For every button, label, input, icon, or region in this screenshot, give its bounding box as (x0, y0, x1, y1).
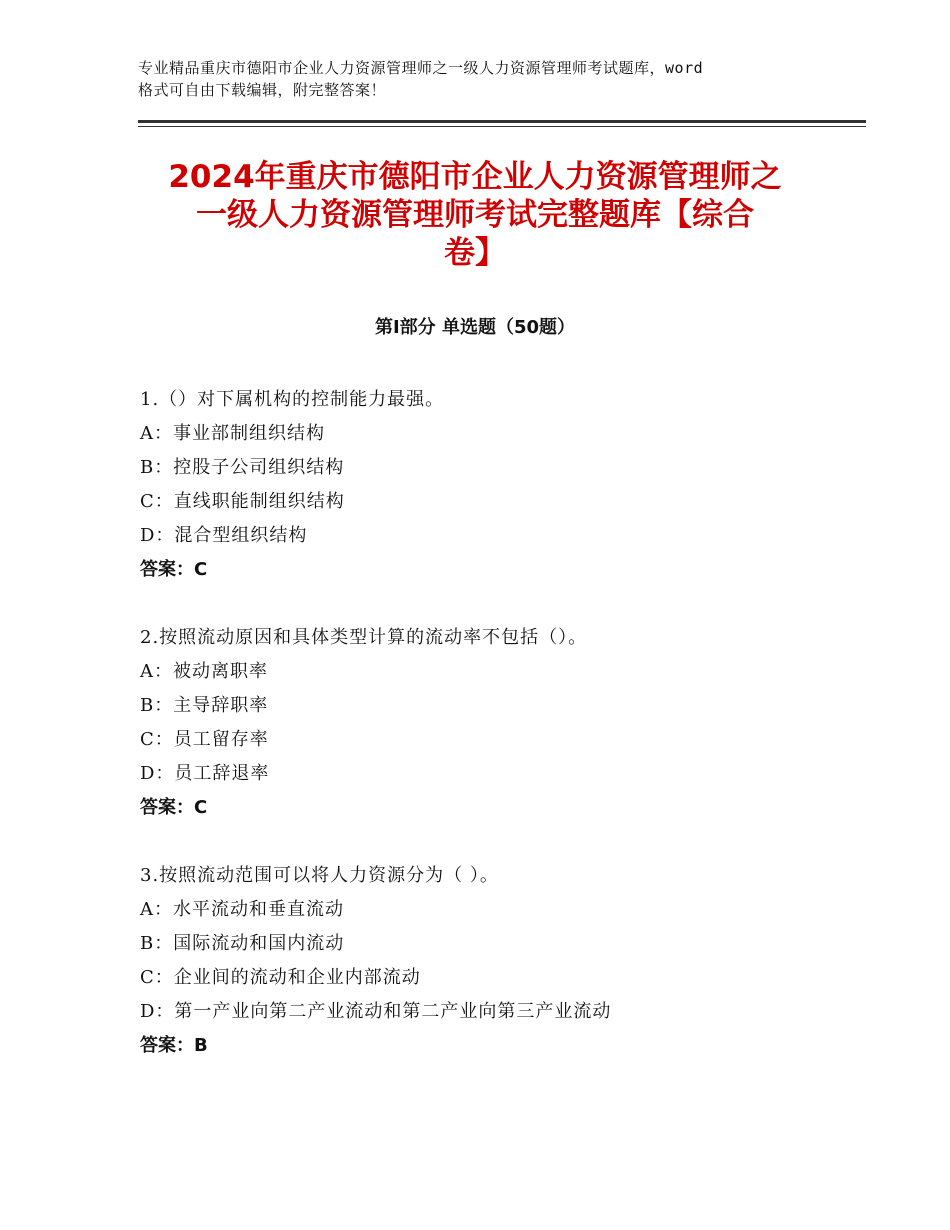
header-note-line-2: 格式可自由下载编辑，附完整答案！ (138, 81, 387, 99)
question-3-option-a: A：水平流动和垂直流动 (140, 899, 344, 920)
question-2-option-d: D：员工辞退率 (140, 763, 270, 784)
question-1-answer: 答案：C (140, 559, 208, 580)
question-2-answer: 答案：C (140, 797, 208, 818)
document-title (120, 158, 830, 272)
question-3-option-c: C：企业间的流动和企业内部流动 (140, 967, 421, 988)
document-title-line-3: 卷】 (444, 235, 506, 271)
question-1-option-b: B：控股子公司组织结构 (140, 457, 345, 478)
question-1-stem: 1.（）对下属机构的控制能力最强。 (140, 389, 445, 410)
question-2-option-a: A：被动离职率 (140, 661, 268, 682)
question-2-option-c: C：员工留存率 (140, 729, 269, 750)
document-title-line-2: 一级人力资源管理师考试完整题库【综合 (196, 197, 754, 233)
header-note (138, 57, 838, 101)
question-1-option-d: D：混合型组织结构 (140, 525, 308, 546)
question-1-option-a: A：事业部制组织结构 (140, 423, 325, 444)
question-3-option-b: B：国际流动和国内流动 (140, 933, 345, 954)
section-heading: 第Ⅰ部分 单选题（50题） (374, 317, 575, 338)
question-2-option-b: B：主导辞职率 (140, 695, 269, 716)
question-1 (140, 383, 860, 587)
question-3 (140, 859, 860, 1063)
question-3-option-d: D：第一产业向第二产业流动和第二产业向第三产业流动 (140, 1001, 612, 1022)
document-title-line-1: 2024年重庆市德阳市企业人力资源管理师之 (168, 159, 782, 195)
question-3-answer: 答案：B (140, 1035, 208, 1056)
question-2 (140, 621, 860, 825)
question-list (140, 383, 860, 1097)
header-rule-thick (138, 120, 866, 123)
question-3-stem: 3.按照流动范围可以将人力资源分为（ ）。 (140, 865, 499, 886)
header-rule-thin (138, 126, 866, 127)
header-note-line-1: 专业精品重庆市德阳市企业人力资源管理师之一级人力资源管理师考试题库，word (138, 59, 704, 77)
question-2-stem: 2.按照流动原因和具体类型计算的流动率不包括（）。 (140, 627, 588, 648)
question-1-option-c: C：直线职能制组织结构 (140, 491, 345, 512)
